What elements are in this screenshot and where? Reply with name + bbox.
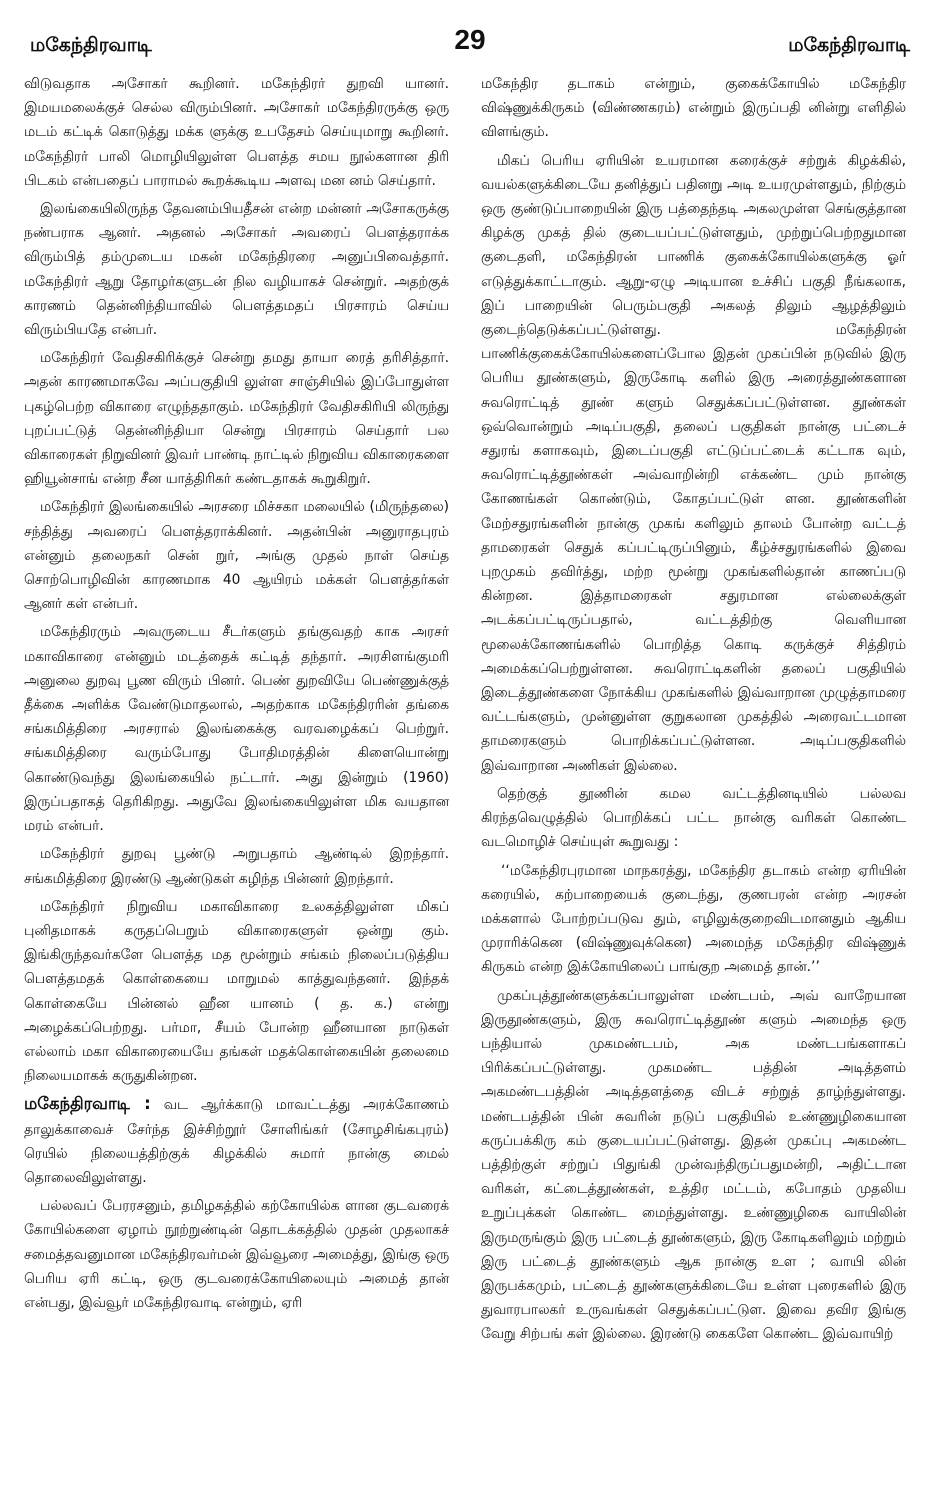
paragraph-continued: விடுவதாக அசோகர் கூறினர். மகேந்திரர் துறவி யானர். இமயமலைக்குச் செல்ல விரும்பினர். அசோகர் மகேந்திரருக்கு ஒரு மடம் கட்டிக் கொடுத்து மக்க ளுக்கு உபதேசம் செய்யுமாறு கூறினர். மகேந்திரர் பாலி மொழியிலுள்ள பௌத்த சமய நூல்களான திரி பிடகம் என்பதைப் பாராமல் கூறக்கூடிய அளவு மன னம் செய்தார்.	[24, 76, 449, 189]
entry-paragraph	[24, 1092, 449, 1190]
paragraph: மகேந்திரரும் அவருடைய சீடர்களும் தங்குவதற் காக அரசர் மகாவிகாரை என்னும் மடத்தைக் கட்டித் தந்தார். அரசிளங்குமரி அனுலை துறவு பூண விரும் பினர். பெண் துறவியே பெண்ணுக்குத் தீக்கை அளிக்க வேண்டுமாதலால், அதற்காக மகேந்திரரின் தங்கை சங்கமித்திரை அரசரால் இலங்கைக்கு வரவழைக்கப் பெற்றுர். சங்கமித்திரை வரும்போது போதிமரத்தின் கிளையொன்று கொண்டுவந்து இலங்கையில் நட்டார். அது இன்றும் (1960) இருப்பதாகத் தெரிகிறது. அதுவே இலங்கையிலுள்ள மிக வயதான மரம் என்பர்.	[24, 624, 449, 835]
entry-heading: மகேந்திரவாடி :	[24, 1094, 151, 1114]
paragraph: மகேந்திரர் நிறுவிய மகாவிகாரை உலகத்திலுள்ள மிகப் புனிதமாகக் கருதப்பெறும் விகாரைகளுள் ஒன்று கும். இங்கிருந்தவர்களே பௌத்த மத மூன்றும் சங்கம் நிலைப்படுத்திய பௌத்தமதக் கொள்கையை மாறுமல் காத்துவந்தனர். இந்தக் கொள்கையே பின்னல் ஹீன யானம் ( த. க.) என்று அழைக்கப்பெற்றது. பர்மா, சீயம் போன்ற ஹீனயான நாடுகள் எல்லாம் மகா விகாரையையே தங்கள் மதக்கொள்கையின் தலைமை நிலையமாகக் கருதுகின்றன.	[24, 898, 449, 1085]
entry-text: வட ஆர்க்காடு மாவட்டத்து அரக்கோணம் தாலுக்காவைச் சேர்ந்த இச்சிற்றூர் சோளிங்கர் (சோழசிங்கபுரம்) ரெயில் நிலையத்திற்குக் கிழக்கில் சுமார் நான்கு மைல் தொலைவிலுள்ளது.	[24, 1097, 450, 1186]
running-head-right: மகேந்திரவாடி	[788, 34, 910, 56]
paragraph: மகேந்திரர் இலங்கையில் அரசரை மிச்சகா மலையில் (மிருந்தலை) சந்தித்து அவரைப் பௌத்தராக்கினர். அதன்பின் அனுராதபுரம் என்னும் தலைநகர் சென் றுர், அங்கு முதல் நாள் செய்த சொற்பொழிவின் காரணமாக 40 ஆயிரம் மக்கள் பௌத்தர்கள் ஆனர் கள் என்பர்.	[24, 499, 449, 613]
running-head-left: மகேந்திரவாடி	[30, 34, 152, 56]
paragraph: முகப்புத்தூண்களுக்கப்பாலுள்ள மண்டபம், அவ் வாறேயான இருதூண்களும், இரு சுவரொட்டித்தூண் களும் அமைந்த ஒரு பந்தியால் முகமண்டபம், அக மண்டபங்களாகப் பிரிக்கப்பட்டுள்ளது. முகமண்ட பத்தின் அடித்தளம் அகமண்டபத்தின் அடித்தளத்தை விடச் சற்றுத் தாழ்ந்துள்ளது. மண்டபத்தின் பின் சுவரின் நடுப் பகுதியில் உண்ணுழிகையான கருப்பக்கிரு கம் குடையப்பட்டுள்ளது. இதன் முகப்பு அகமண்ட பத்திற்குள் சற்றுப் பிதுங்கி முன்வந்திருப்பதுமன்றி, அதிட்டான வரிகள், கட்டைத்தூண்கள், உத்திர மட்டம், கபோதம் முதலிய உறுப்புக்கள் கொண்ட மைந்துள்ளது. உண்ணுழிகை வாயிலின் இருமருங்கும் இரு பட்டைத் தூண்களும், இரு கோடிகளிலும் மற்றும் இரு பட்டைத் தூண்களும் ஆக நான்கு உள ; வாயி லின் இருபக்கமும், பட்டைத் தூண்களுக்கிடையே உள்ள புரைகளில் இரு துவாரபாலகர் உருவங்கள் செதுக்கப்பட்டுள. இவை தவிர இங்கு வேறு சிற்பங் கள் இல்லை. இரண்டு கைகளே கொண்ட இவ்வாயிற்	[481, 987, 906, 1343]
paragraph: மகேந்திரர் வேதிசகிரிக்குச் சென்று தமது தாயா ரைத் தரிசித்தார். அதன் காரணமாகவே அப்பகுதியி லுள்ள சாஞ்சியில் இப்போதுள்ள புகழ்பெற்ற விகாரை எழுந்ததாகும். மகேந்திரர் வேதிசகிரியி லிருந்து புறப்பட்டுத் தென்னிந்தியா சென்று பிரசாரம் செய்தார் பல விகாரைகள் நிறுவினர் இவர் பாண்டி நாட்டில் நிறுவிய விகாரைகளை ஹியூன்சாங் என்ற சீன யாத்திரிகர் கண்டதாகக் கூறுகிறுர்.	[24, 350, 449, 488]
inscription-quote: ‘‘மகேந்திரபுரமான மாநகரத்து, மகேந்திர தடாகம் என்ற ஏரியின் கரையில், கற்பாறையைக் குடைந்து, குணபரன் என்ற அரசன் மக்களால் போற்றப்படுவ தும், எழிலுக்குறைவிடமானதும் ஆகிய முராரிக்கென (விஷ்ணுவுக்கென) அமைந்த மகேந்திர விஷ்ணுக் கிருகம் என்ற இக்கோயிலைப் பாங்குற அமைத் தான்.’’	[481, 862, 906, 976]
right-column	[481, 72, 906, 1351]
paragraph-continued: மகேந்திர தடாகம் என்றும், குகைக்கோயில் மகேந்திர விஷ்ணுக்கிருகம் (விண்ணகரம்) என்றும் இருப்பதி னின்று எளிதில் விளங்கும்.	[481, 76, 906, 141]
page-header	[30, 22, 910, 66]
paragraph: மகேந்திரர் துறவு பூண்டு அறுபதாம் ஆண்டில் இறந்தார். சங்கமித்திரை இரண்டு ஆண்டுகள் கழிந்த பின்னர் இறந்தார்.	[24, 846, 449, 887]
paragraph: இலங்கையிலிருந்த தேவனம்பியதீசன் என்ற மன்னர் அசோகருக்கு நண்பராக ஆனர். அதனல் அசோகர் அவரைப் பௌத்தராக்க விரும்பித் தம்முடைய மகன் மகேந்திரரை அனுப்பிவைத்தார். மகேந்திரர் ஆறு தோழர்களுடன் நில வழியாகச் சென்றுர். அதற்குக் காரணம் தென்னிந்தியாவில் பௌத்தமதப் பிரசாரம் செய்ய விரும்பியதே என்பர்.	[24, 201, 449, 339]
paragraph: தெற்குத் தூணின் கமல வட்டத்தினடியில் பல்லவ கிரந்தவெழுத்தில் பொறிக்கப் பட்ட நான்கு வரிகள் கொண்ட வடமொழிச் செய்யுள் கூறுவது :	[481, 785, 906, 851]
left-column	[24, 72, 449, 1319]
page-number: 29	[454, 24, 486, 55]
paragraph: மிகப் பெரிய ஏரியின் உயரமான கரைக்குச் சற்றுக் கிழக்கில், வயல்களுக்கிடையே தனித்துப் பதினறு அடி உயரமுள்ளதும், நிற்கும் ஒரு குண்டுப்பாறையின் இரு பத்தைந்தடி அகலமுள்ள செங்குத்தான கிழக்கு முகத் தில் குடையப்பட்டுள்ளதும், முற்றுப்பெற்றதுமான குடைதளி, மகேந்திரன் பாணிக் குகைக்கோயில்களுக்கு ஓர் எடுத்துக்காட்டாகும். ஆறு-ஏழு அடியான உச்சிப் பகுதி நீங்கலாக, இப் பாறையின் பெரும்பகுதி அகலத் திலும் ஆழத்திலும் குடைந்தெடுக்கப்பட்டுள்ளது. மகேந்திரன் பாணிக்குகைக்கோயில்களைப்போல இதன் முகப்பின் நடுவில் இரு பெரிய தூண்களும், இருகோடி களில் இரு அரைத்தூண்களான சுவரொட்டித் தூண் களும் செதுக்கப்பட்டுள்ளன. தூண்கள் ஒவ்வொன்றும் அடிப்பகுதி, தலைப் பகுதிகள் நான்கு பட்டைச் சதுரங் களாகவும், இடைப்பகுதி எட்டுப்பட்டைக் கட்டாக வும், சுவரொட்டித்தூண்கள் அவ்வாறின்றி எக்கண்ட மும் நான்கு கோணங்கள் கொண்டும், கோதப்பட்டுள் ளன. தூண்களின் மேற்சதுரங்களின் நான்கு முகங் களிலும் தாலம் போன்ற வட்டத் தாமரைகள் செதுக் கப்பட்டிருப்பினும், கீழ்ச்சதுரங்களில் இவை புறமுகம் தவிர்த்து, மற்ற மூன்று முகங்களில்தான் காணப்படு கின்றன. இத்தாமரைகள் சதுரமான எல்லைக்குள் அடக்கப்பட்டிருப்பதால், வட்டத்திற்கு வெளியான மூலைக்கோணங்களில் பொறித்த கொடி கருக்குச் சித்திரம் அமைக்கப்பெற்றுள்ளன. சுவரொட்டிகளின் தலைப் பகுதியில் இடைத்தூண்களை நோக்கிய முகங்களில் இவ்வாறான முழுத்தாமரை வட்டங்களும், முன்னுள்ள குறுகலான முகத்தில் அரைவட்டமான தாமரைகளும் பொறிக்கப்பட்டுள்ளன. அடிப்பகுதிகளில் இவ்வாறான அணிகள் இல்லை.	[481, 152, 906, 774]
paragraph: பல்லவப் பேரரசனும், தமிழகத்தில் கற்கோயில்க ளான குடவரைக் கோயில்களை ஏழாம் நூற்றுண்டின் தொடக்கத்தில் முதன் முதலாகச் சமைத்தவனுமான மகேந்திரவர்மன் இவ்வூரை அமைத்து, இங்கு ஒரு பெரிய ஏரி கட்டி, ஒரு குடவரைக்கோயிலையும் அமைத் தான் என்பது, இவ்வூர் மகேந்திரவாடி என்றும், ஏரி	[24, 1198, 449, 1311]
